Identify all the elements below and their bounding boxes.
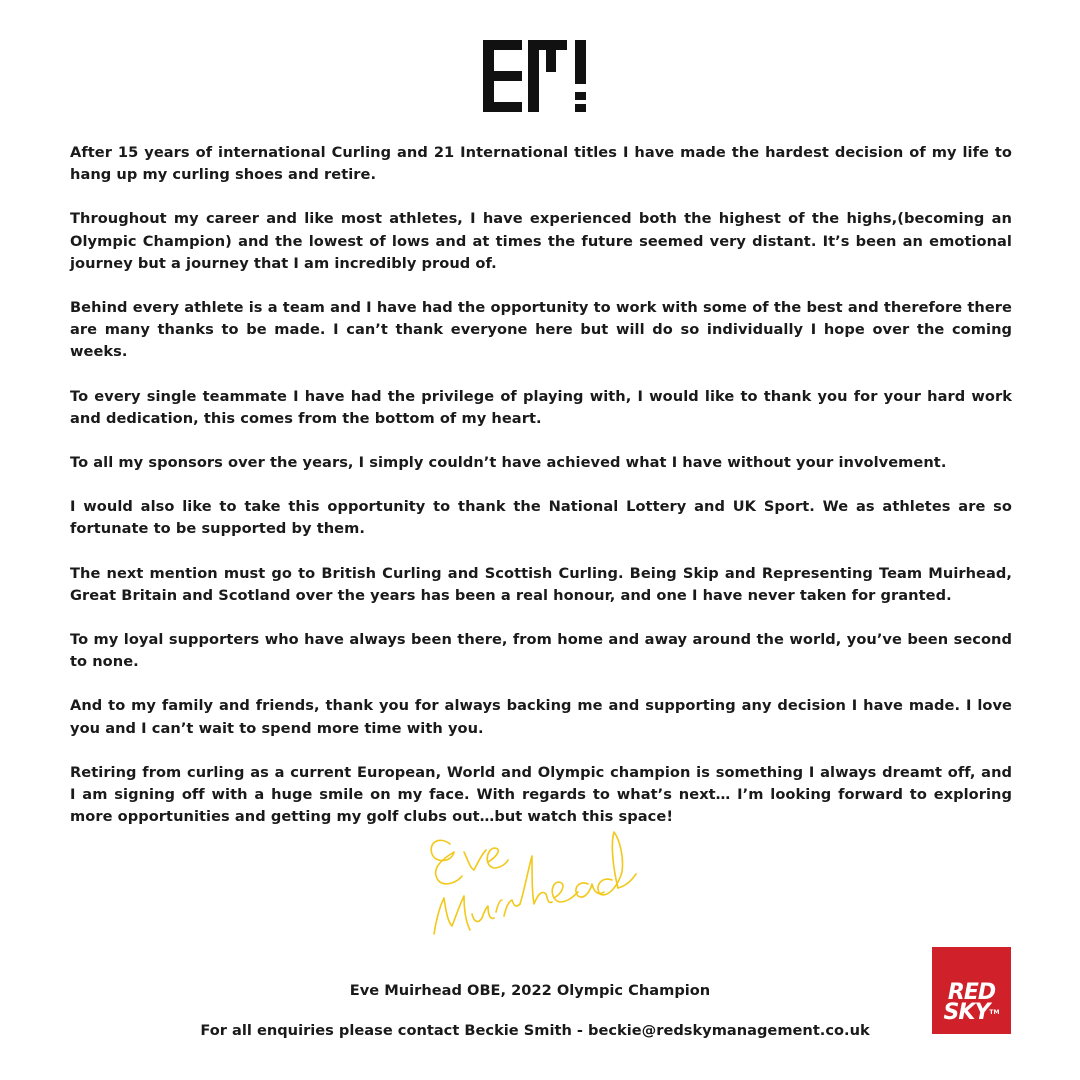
redsky-logo-line1: RED <box>947 980 996 1005</box>
paragraph: Behind every athlete is a team and I have had the opportunity to work with some of the best and therefore there are many thanks to be made. I can’t thank everyone here but will do so individually I hope over the coming weeks. <box>70 299 1012 361</box>
paragraph: To my loyal supporters who have always been there, from home and away around the world, you’ve been second to none. <box>70 631 1012 671</box>
em-monogram-icon <box>483 40 587 112</box>
paragraph: The next mention must go to British Curling and Scottish Curling. Being Skip and Representing Team Muirhead, Great Britain and Scotland over the years has been a real honour, and one I have never taken for granted. <box>70 564 1012 604</box>
redsky-logo-line2: SKY™ <box>943 1000 1000 1025</box>
signatory-name: Eve Muirhead OBE, 2022 Olympic Champion <box>349 982 711 999</box>
letter-body <box>70 142 1012 850</box>
paragraph: Throughout my career and like most athletes, I have experienced both the highest of the highs,(becoming an Olympic Champion) and the lowest of lows and at times the future seemed very distant. It’s been an emotional journey but a journey that I am incredibly proud of. <box>70 210 1012 272</box>
redsky-logo <box>932 947 1011 1034</box>
paragraph: After 15 years of international Curling and 21 International titles I have made the hardest decision of my life to hang up my curling shoes and retire. <box>70 144 1012 184</box>
paragraph: To every single teammate I have had the privilege of playing with, I would like to thank you for your hard work and dedication, this comes from the bottom of my heart. <box>70 387 1012 427</box>
trademark-mark: TM <box>989 1009 1000 1016</box>
signature-image <box>422 822 642 944</box>
contact-line: For all enquiries please contact Beckie Smith - beckie@redskymanagement.co.uk <box>200 1022 870 1039</box>
paragraph: I would also like to take this opportunity to thank the National Lottery and UK Sport. We as athletes are so fortunate to be supported by them. <box>70 498 1012 538</box>
paragraph: To all my sponsors over the years, I simply couldn’t have achieved what I have without your involvement. <box>70 454 947 472</box>
paragraph: And to my family and friends, thank you for always backing me and supporting any decision I have made. I love you and I can’t wait to spend more time with you. <box>70 697 1012 737</box>
paragraph: Retiring from curling as a current European, World and Olympic champion is something I always dreamt off, and I am signing off with a huge smile on my face. With regards to what’s next… I’m looking forward to exploring more opportunities and getting my golf clubs out…but watch this space! <box>70 763 1012 826</box>
